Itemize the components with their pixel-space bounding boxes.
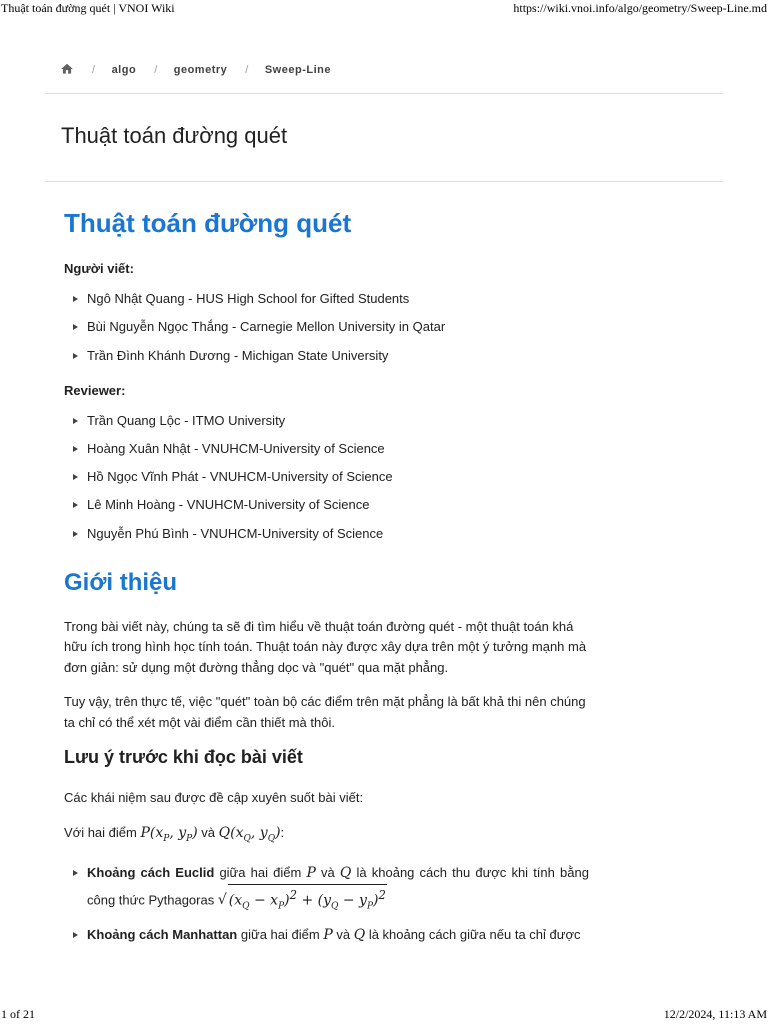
breadcrumb	[60, 62, 331, 78]
manhattan-term: Khoảng cách Manhattan	[87, 926, 238, 942]
article-heading: Thuật toán đường quét	[64, 208, 352, 238]
reviewer-item: Nguyễn Phú Bình - VNUHCM-University of Science	[64, 525, 589, 543]
reviewer-item: Hoàng Xuân Nhật - VNUHCM-University of Science	[64, 440, 589, 458]
definitions-list	[64, 863, 589, 945]
reviewer-item: Trần Quang Lộc - ITMO University	[64, 412, 589, 430]
authors-list	[64, 290, 589, 365]
intro-paragraph: Tuy vậy, trên thực tế, việc "quét" toàn bộ các điểm trên mặt phẳng là bất khả thi nên chúng ta chỉ có thể xét một vài điểm cần thiết mà thôi.	[64, 694, 586, 730]
reviewer-item: Lê Minh Hoàng - VNUHCM-University of Science	[64, 496, 589, 514]
math-euclid-formula: √ $(x_Q - x_P)^2 + (y_Q - y_P)^2$	[218, 892, 387, 908]
author-item: Ngô Nhật Quang - HUS High School for Gifted Students	[64, 290, 589, 308]
math-point-q: $Q(x_Q$, $y_Q$)	[218, 824, 281, 844]
authors-label: Người viết:	[64, 261, 134, 276]
euclid-definition: Khoảng cách Euclid giữa hai điểm P và Q là khoảng cách thu được khi tính bằng công thức Pythagoras √ $(x_Q - x_P)^2 + (y_Q - y_P)^2$	[64, 863, 589, 916]
title-divider	[45, 181, 723, 182]
print-header-title: Thuật toán đường quét | VNOI Wiki	[1, 1, 175, 15]
print-header	[0, 0, 768, 18]
breadcrumb-separator: /	[154, 64, 158, 76]
two-points-and: và	[201, 824, 216, 840]
author-item: Trần Đình Khánh Dương - Michigan State University	[64, 347, 589, 365]
reviewer-item: Hồ Ngọc Vĩnh Phát - VNUHCM-University of Science	[64, 468, 589, 486]
print-footer	[0, 1008, 768, 1024]
page-title: Thuật toán đường quét	[61, 123, 288, 148]
breadcrumb-item-sweep-line[interactable]: Sweep-Line	[264, 64, 331, 76]
two-points-prefix: Với hai điểm	[64, 824, 137, 840]
article-content	[64, 200, 589, 953]
breadcrumb-home[interactable]	[60, 62, 74, 79]
print-footer-page: 1 of 21	[1, 1007, 35, 1021]
note-heading: Lưu ý trước khi đọc bài viết	[64, 747, 303, 768]
breadcrumb-item-geometry[interactable]: geometry	[173, 64, 228, 76]
breadcrumb-item-algo[interactable]: algo	[111, 64, 137, 76]
intro-heading: Giới thiệu	[64, 568, 178, 596]
note-paragraph: Các khái niệm sau được đề cập xuyên suốt bài viết:	[64, 790, 364, 806]
reviewers-list	[64, 412, 589, 543]
breadcrumb-separator: /	[245, 64, 249, 76]
manhattan-definition: Khoảng cách Manhattan giữa hai điểm P và Q là khoảng cách giữa nếu ta chỉ được	[64, 925, 589, 946]
intro-paragraph: Trong bài viết này, chúng ta sẽ đi tìm hiểu về thuật toán đường quét - một thuật toán khá hữu ích trong hình học tính toán. Thuật toán này được xây dựa trên một ý tưởng mạnh mà đơn giản: sử dụng một đường thẳng dọc và "quét" qua mặt phẳng.	[64, 618, 587, 675]
euclid-term: Khoảng cách Euclid	[87, 865, 215, 881]
header-divider	[45, 93, 723, 94]
reviewer-label: Reviewer:	[64, 382, 126, 398]
math-point-p: $P(x_P$, $y_P$)	[140, 824, 198, 844]
print-footer-datetime: 12/2/2024, 11:13 AM	[663, 1007, 767, 1021]
breadcrumb-separator: /	[92, 64, 96, 76]
author-item: Bùi Nguyễn Ngọc Thắng - Carnegie Mellon University in Qatar	[64, 318, 589, 336]
print-header-url: https://wiki.vnoi.info/algo/geometry/Sweep-Line.md	[513, 1, 767, 15]
two-points-paragraph: Với hai điểm $P(x_P$, $y_P$) và $Q(x_Q$, $y_Q$):	[64, 824, 285, 844]
home-icon	[60, 62, 74, 76]
